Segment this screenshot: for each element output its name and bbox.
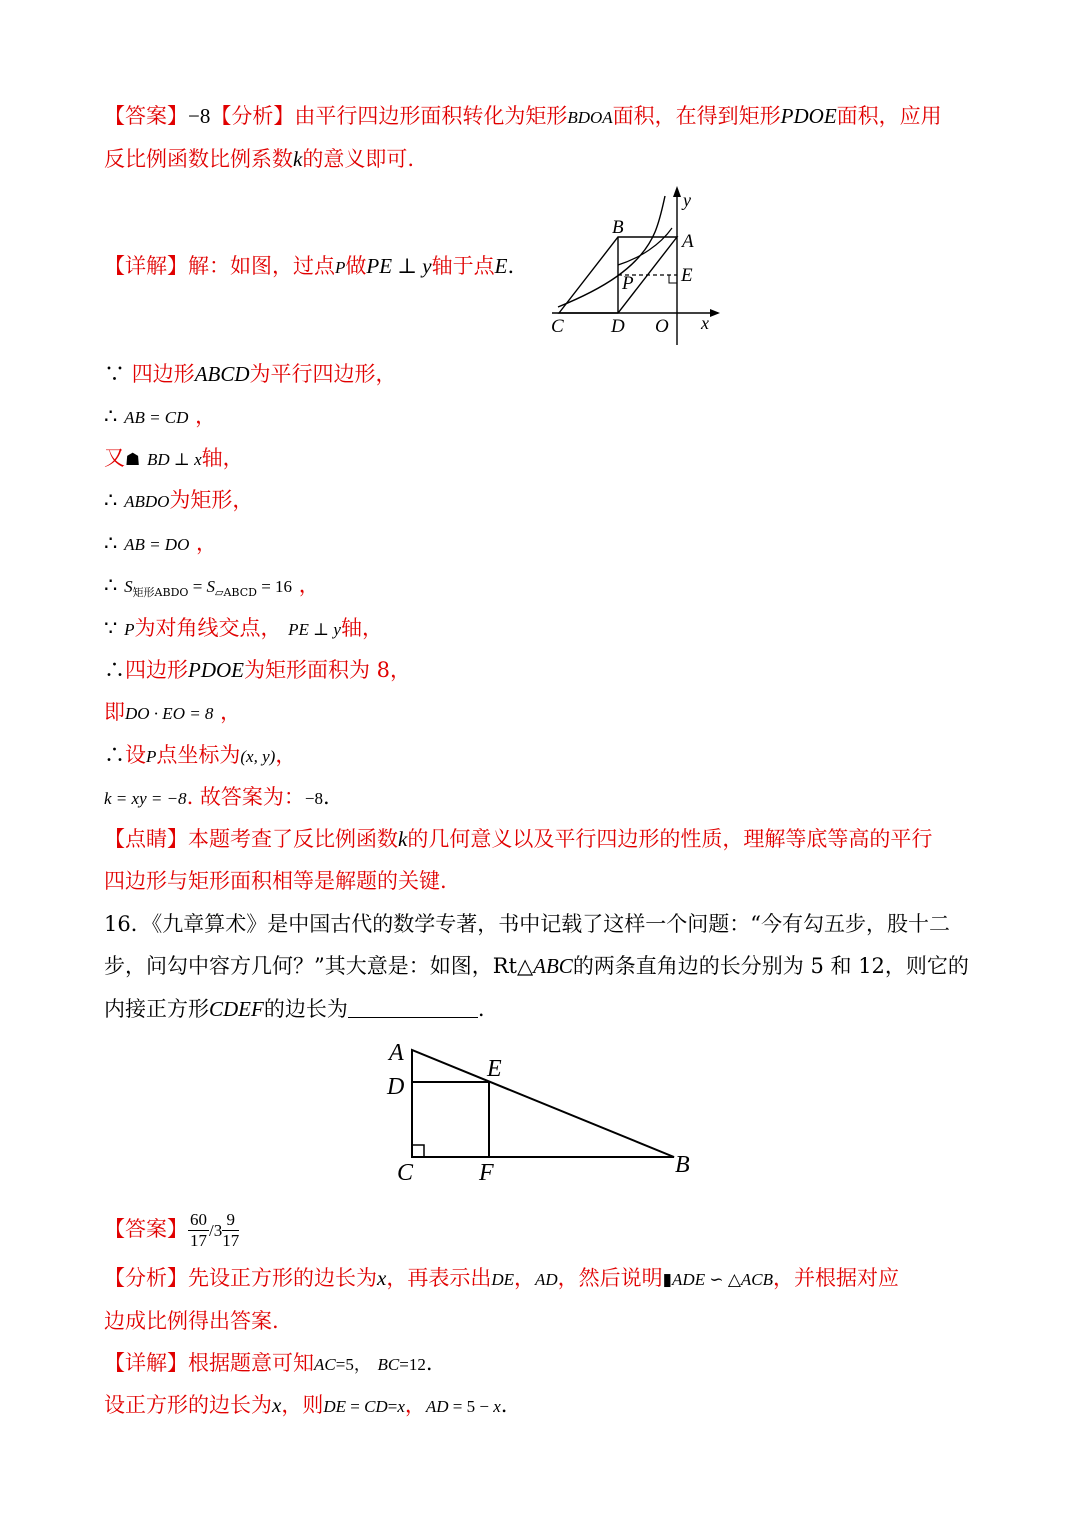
detail-line-3: 【详解】解：如图，过点P做PE ⊥ y轴于点E. — [104, 254, 515, 278]
proof-line-11: ∴四边形PDOE为矩形面积为 8， — [104, 658, 412, 682]
y-axis-arrow — [673, 186, 681, 197]
proof-line-7: ∴ ABDO为矩形， — [104, 488, 254, 512]
label-a: A — [682, 231, 694, 252]
label-f2: F — [479, 1160, 494, 1186]
comment-line-16: 四边形与矩形面积相等是解题的关键. — [104, 869, 447, 893]
comment-line-15: 【点睛】本题考查了反比例函数k的几何意义以及平行四边形的性质，理解等底等高的平行 — [104, 827, 933, 851]
proof-line-8: ∴ AB = DO ， — [104, 531, 218, 555]
right-angle-mark-e — [669, 275, 677, 283]
analysis-16-line-2: 边成比例得出答案. — [104, 1309, 279, 1333]
hyperbola-curve — [558, 196, 665, 307]
problem-16-line-3: 内接正方形CDEF的边长为 . — [104, 997, 485, 1021]
label-d: D — [611, 316, 625, 337]
proof-line-12: 即DO · EO = 8 ， — [104, 700, 242, 724]
proof-line-6: 又☗ BD ⊥ x轴， — [104, 446, 244, 470]
proof-line-9: ∴ $S_{矩形ABDO} = S_{▱ABCD} = 16$ ， — [104, 573, 320, 599]
label-c2: C — [397, 1160, 414, 1186]
label-e: E — [681, 265, 693, 286]
label-d2: D — [387, 1074, 405, 1100]
problem-16-line-1: 16．《九章算术》是中国古代的数学专著，书中记载了这样一个问题：“今有勾五步，股十二 — [104, 912, 950, 936]
label-e2: E — [487, 1056, 502, 1082]
label-b: B — [612, 217, 624, 238]
answer-blank — [348, 995, 478, 1018]
answer-line-1: 【答案】−8【分析】由平行四边形面积转化为矩形BDOA面积，在得到矩形PDOE面积，应用 — [104, 104, 942, 128]
figure-right-triangle — [380, 1035, 700, 1190]
fraction-60-17: $\frac{60}{17}$ — [190, 1210, 207, 1250]
proof-line-10: ∵ P为对角线交点， PE ⊥ y轴， — [104, 616, 383, 640]
label-x: x — [701, 313, 709, 333]
label-p: P — [622, 273, 634, 294]
proof-line-5: ∴ AB = CD ， — [104, 404, 217, 428]
proof-line-14: k = xy = −8. 故答案为：−8. — [104, 785, 330, 809]
answer-16-line: 【答案】 $\frac{60}{17}$ /3 $\frac{9}{17}$ — [104, 1210, 240, 1250]
analysis-line-2: 反比例函数比例系数k的意义即可. — [104, 147, 415, 171]
hyperbola-curve-2 — [618, 228, 672, 265]
label-y: y — [683, 190, 691, 210]
triangle-acb — [412, 1050, 674, 1157]
proof-line-4: ∵ 四边形ABCD为平行四边形， — [104, 362, 397, 386]
label-a2: A — [389, 1040, 404, 1066]
proof-line-13: ∴设P点坐标为(x, y)， — [104, 743, 297, 767]
detail-16-line-1: 【详解】根据题意可知AC=5， BC=12. — [104, 1351, 433, 1375]
detail-16-line-2: 设正方形的边长为x，则DE = CD=x，AD = 5 − x. — [104, 1393, 508, 1417]
analysis-16-line-1: 【分析】先设正方形的边长为x，再表示出DE，AD，然后说明▮ADE ∽ △ACB，并根据对应 — [104, 1266, 900, 1290]
x-axis-arrow — [710, 309, 720, 317]
right-angle-mark-c — [412, 1145, 424, 1157]
label-o: O — [655, 316, 669, 337]
label-c: C — [551, 316, 564, 337]
fraction-9-17: $\frac{9}{17}$ — [222, 1210, 240, 1250]
label-b2: B — [675, 1152, 690, 1178]
figure-parallelogram-graph — [540, 180, 740, 350]
problem-16-line-2: 步，问勾中容方几何？”其大意是：如图，Rt△ABC的两条直角边的长分别为 5 和 12，则它的 — [104, 954, 969, 978]
